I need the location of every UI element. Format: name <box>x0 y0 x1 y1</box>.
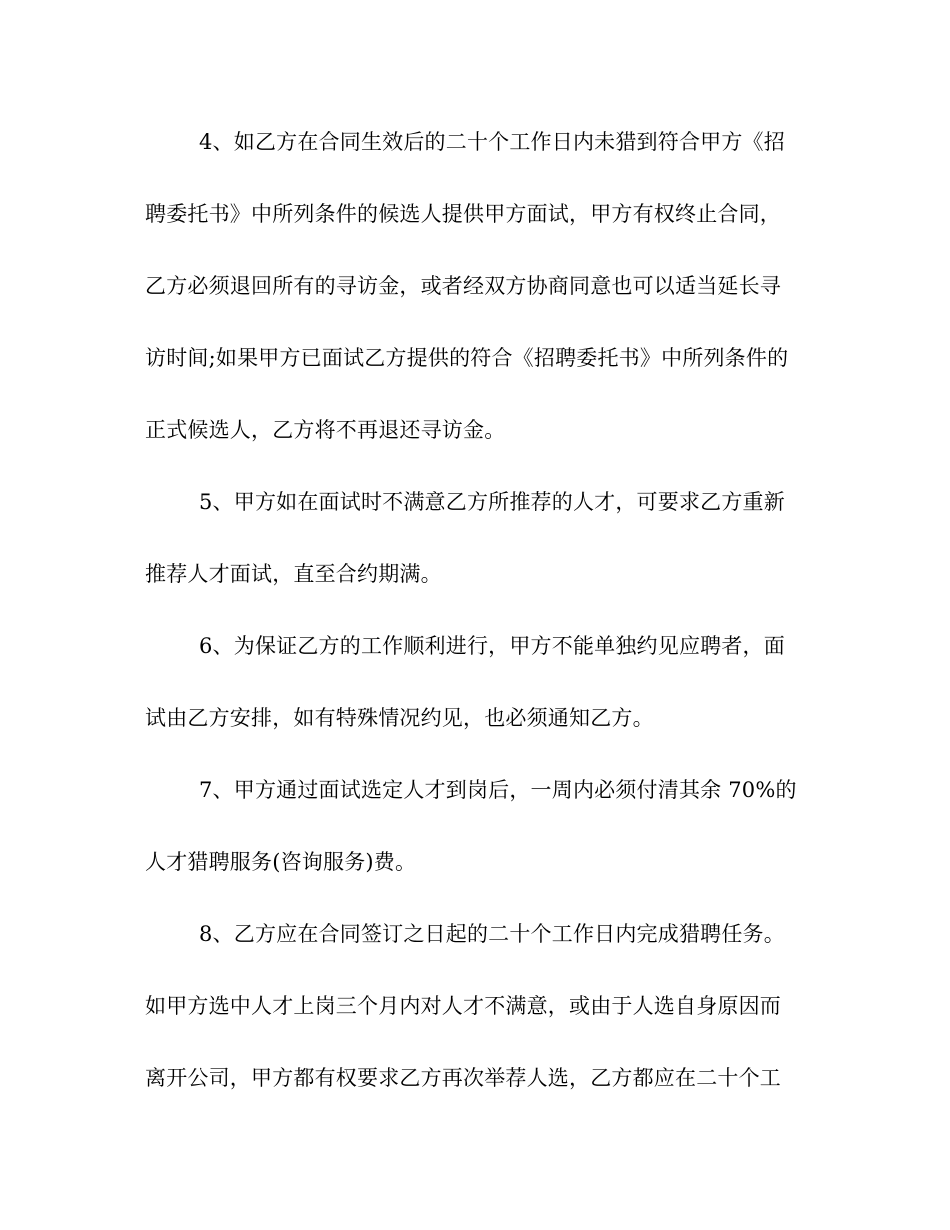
clause-5-line-1: 5、甲方如在面试时不满意乙方所推荐的人才，可要求乙方重新 <box>199 490 785 514</box>
clause-6-line-1: 6、为保证乙方的工作顺利进行，甲方不能单独约见应聘者，面 <box>199 634 785 658</box>
clause-8-line-1: 8、乙方应在合同签订之日起的二十个工作日内完成猎聘任务。 <box>199 922 785 946</box>
clause-8-line-3: 离开公司，甲方都有权要求乙方再次举荐人选，乙方都应在二十个工 <box>145 1066 781 1090</box>
clause-6-line-2: 试由乙方安排，如有特殊情况约见，也必须通知乙方。 <box>145 706 654 730</box>
clause-4-line-3: 乙方必须退回所有的寻访金，或者经双方协商同意也可以适当延长寻 <box>145 274 781 298</box>
clause-8-line-2: 如甲方选中人才上岗三个月内对人才不满意，或由于人选自身原因而 <box>145 994 781 1018</box>
clause-4-line-1: 4、如乙方在合同生效后的二十个工作日内未猎到符合甲方《招 <box>199 130 785 154</box>
clause-5-line-2: 推荐人才面试，直至合约期满。 <box>145 562 442 586</box>
clause-4-line-4: 访时间;如果甲方已面试乙方提供的符合《招聘委托书》中所列条件的 <box>145 346 789 370</box>
clause-7-line-1: 7、甲方通过面试选定人才到岗后，一周内必须付清其余 70%的 <box>199 778 797 802</box>
clause-4-line-5: 正式候选人，乙方将不再退还寻访金。 <box>145 418 506 442</box>
clause-4-line-2: 聘委托书》中所列条件的候选人提供甲方面试，甲方有权终止合同， <box>145 202 781 226</box>
clause-7-line-2: 人才猎聘服务(咨询服务)费。 <box>145 850 417 874</box>
